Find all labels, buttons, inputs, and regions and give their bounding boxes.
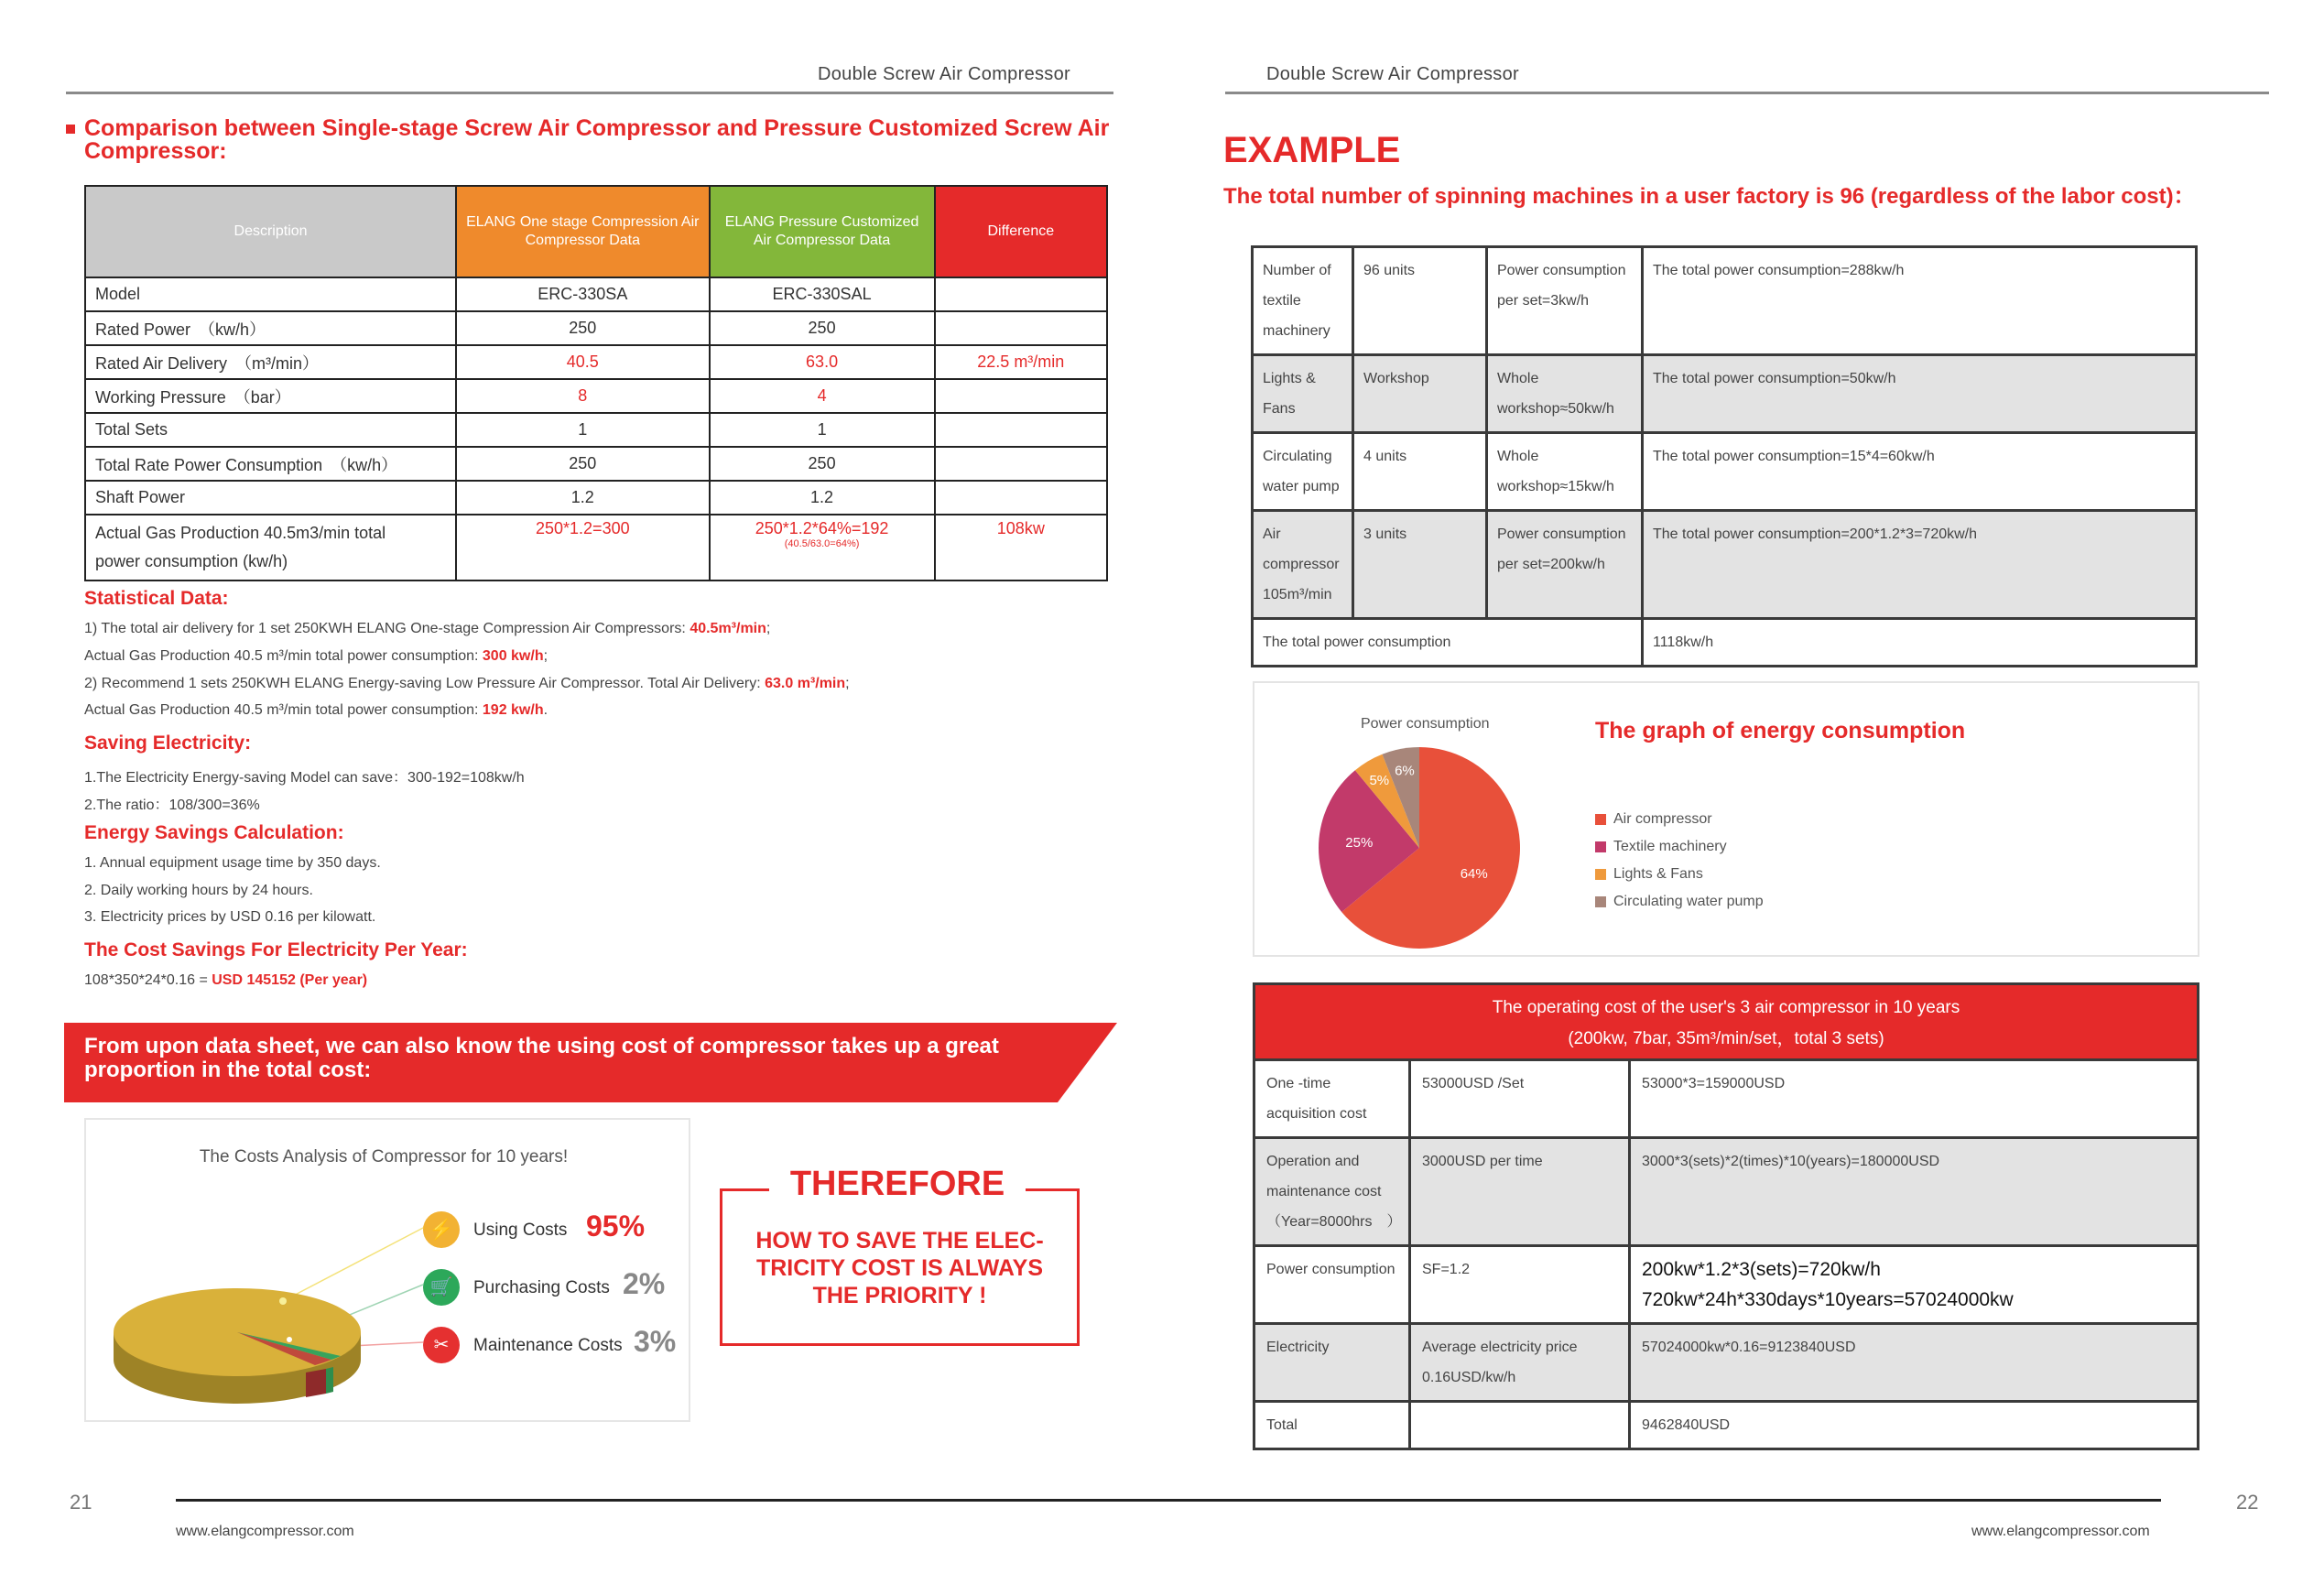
- row-one-stage: 40.5: [456, 345, 709, 379]
- col-one-stage: ELANG One stage Compression Air Compressor Data: [456, 186, 709, 277]
- pie-label: 5%: [1369, 773, 1390, 789]
- op-table-title: [1253, 982, 2199, 1061]
- op-cell: 3000*3(sets)*2(times)*10(years)=180000USD: [1630, 1138, 2199, 1246]
- example-cell: Power consumption per set=3kw/h: [1487, 247, 1643, 355]
- row-one-stage: 8: [456, 379, 709, 413]
- therefore-body: HOW TO SAVE THE ELEC-TRICITY COST IS ALWAYS THE PRIORITY !: [755, 1228, 1044, 1308]
- banner-text: From upon data sheet, we can also know the using cost of compressor takes up a great proportion in the total cost:: [84, 1034, 999, 1082]
- col-description: Description: [85, 186, 456, 277]
- row-desc: Shaft Power: [85, 481, 456, 515]
- legend-swatch: [1595, 869, 1606, 880]
- using-costs-label: Using Costs: [473, 1221, 568, 1240]
- row-pressure: 63.0: [710, 345, 935, 379]
- pie-title: Power consumption: [1361, 716, 1490, 732]
- table-row: [85, 447, 1107, 481]
- example-cell: Whole workshop≈15kw/h: [1487, 433, 1643, 511]
- legend-item: [1595, 833, 1764, 861]
- left-header: Double Screw Air Compressor: [818, 64, 1070, 84]
- row-pressure: 1: [710, 413, 935, 447]
- row-pressure: 4: [710, 379, 935, 413]
- pie-label: 64%: [1460, 866, 1488, 883]
- op-cell: Operation and maintenance cost （Year=8000hrs ）: [1254, 1138, 1410, 1246]
- example-cell: Lights & Fans: [1253, 355, 1353, 433]
- therefore-title: THEREFORE: [769, 1165, 1026, 1204]
- saving-line-2: 2.The ratio：108/300=36%: [84, 798, 260, 813]
- row-one-stage: 250*1.2=300: [456, 515, 709, 580]
- example-subtitle: The total number of spinning machines in a user factory is 96 (regardless of the labor cost)：: [1223, 184, 2196, 209]
- col-pressure-customized: ELANG Pressure Customized Air Compressor Data: [710, 186, 935, 277]
- example-cell: Circulating water pump: [1253, 433, 1353, 511]
- row-difference: [935, 311, 1107, 345]
- example-cell: The total power consumption=288kw/h: [1643, 247, 2197, 355]
- table-row: [1253, 355, 2197, 433]
- energy-chart-legend: [1595, 806, 1764, 916]
- row-desc: Working Pressure （bar）: [85, 379, 456, 413]
- op-row-power: [1254, 1246, 2199, 1324]
- example-cell: 96 units: [1353, 247, 1487, 355]
- op-cell: Average electricity price 0.16USD/kw/h: [1410, 1324, 1630, 1402]
- op-title-line-1: The operating cost of the user's 3 air compressor in 10 years: [1492, 998, 1960, 1017]
- op-cell: 57024000kw*0.16=9123840USD: [1630, 1324, 2199, 1402]
- table-row: [1253, 433, 2197, 511]
- row-desc: Total Rate Power Consumption （kw/h）: [85, 447, 456, 481]
- op-cell: SF=1.2: [1410, 1246, 1630, 1324]
- example-total-value: 1118kw/h: [1643, 619, 2197, 667]
- cost-savings-formula: 108*350*24*0.16 = USD 145152 (Per year): [84, 972, 368, 988]
- example-cell: The total power consumption=50kw/h: [1643, 355, 2197, 433]
- statistical-title: Statistical Data:: [84, 588, 229, 609]
- op-row-electricity: [1254, 1324, 2199, 1402]
- row-one-stage: 1.2: [456, 481, 709, 515]
- statistical-line-3: 2) Recommend 1 sets 250KWH ELANG Energy-saving Low Pressure Air Compressor. Total Air Delivery: 63.0 m³/min;: [84, 676, 850, 691]
- right-page-number: 22: [2236, 1491, 2259, 1514]
- saving-line-1: 1.The Electricity Energy-saving Model can save：300-192=108kw/h: [84, 770, 525, 786]
- row-pressure: 250*1.2*64%=192 (40.5/63.0=64%): [710, 515, 935, 580]
- legend-swatch: [1595, 896, 1606, 907]
- comparison-table: [84, 185, 1108, 581]
- energy-calc-line-2: 2. Daily working hours by 24 hours.: [84, 883, 313, 898]
- pie-label: 6%: [1395, 763, 1415, 779]
- table-row: [85, 379, 1107, 413]
- cart-icon: 🛒: [423, 1269, 460, 1306]
- row-desc: Model: [85, 277, 456, 311]
- op-row-total: [1254, 1402, 2199, 1449]
- purchasing-costs-pct: 2%: [623, 1267, 666, 1300]
- example-cell: Workshop: [1353, 355, 1487, 433]
- row-difference: [935, 447, 1107, 481]
- energy-chart-box: [1253, 681, 2199, 957]
- costs-analysis-box: [84, 1118, 690, 1422]
- footer-rule: [176, 1499, 2161, 1502]
- op-cell: Power consumption: [1254, 1246, 1410, 1324]
- row-difference: [935, 413, 1107, 447]
- maintenance-costs-pct: 3%: [634, 1325, 677, 1358]
- legend-label: Circulating water pump: [1613, 894, 1764, 909]
- op-cell: Total: [1254, 1402, 1410, 1449]
- example-cell: The total power consumption=200*1.2*3=720kw/h: [1643, 511, 2197, 619]
- energy-chart-heading: The graph of energy consumption: [1595, 718, 1966, 743]
- example-total-label: The total power consumption: [1253, 619, 1643, 667]
- costs-chart-title: The Costs Analysis of Compressor for 10 years!: [199, 1147, 569, 1166]
- row-one-stage: 250: [456, 447, 709, 481]
- statistical-line-2: Actual Gas Production 40.5 m³/min total power consumption: 300 kw/h;: [84, 648, 548, 664]
- legend-item: [1595, 888, 1764, 916]
- legend-item: [1595, 806, 1764, 833]
- right-website[interactable]: www.elangcompressor.com: [1971, 1524, 2150, 1539]
- row-difference: [935, 481, 1107, 515]
- row-one-stage: ERC-330SA: [456, 277, 709, 311]
- wrench-icon: ✂: [423, 1327, 460, 1363]
- energy-calc-line-3: 3. Electricity prices by USD 0.16 per kilowatt.: [84, 909, 376, 925]
- row-difference: 22.5 m³/min: [935, 345, 1107, 379]
- energy-calc-title: Energy Savings Calculation:: [84, 822, 344, 843]
- row-pressure: 1.2: [710, 481, 935, 515]
- example-title: EXAMPLE: [1223, 130, 1401, 170]
- row-difference: [935, 277, 1107, 311]
- saving-title: Saving Electricity:: [84, 732, 252, 754]
- row-difference: [935, 379, 1107, 413]
- op-cell-power-calc: 200kw*1.2*3(sets)=720kw/h 720kw*24h*330days*10years=57024000kw: [1630, 1246, 2199, 1324]
- op-cell: 9462840USD: [1630, 1402, 2199, 1449]
- op-cell: 53000*3=159000USD: [1630, 1060, 2199, 1138]
- row-pressure: 250: [710, 447, 935, 481]
- legend-label: Textile machinery: [1613, 839, 1727, 854]
- row-desc: Total Sets: [85, 413, 456, 447]
- table-row: [1253, 511, 2197, 619]
- op-cell: Electricity: [1254, 1324, 1410, 1402]
- statistical-line-1: 1) The total air delivery for 1 set 250KWH ELANG One-stage Compression Air Compressors: 40.5m³/min;: [84, 621, 771, 636]
- energy-calc-line-1: 1. Annual equipment usage time by 350 days.: [84, 855, 381, 871]
- op-cell: One -time acquisition cost: [1254, 1060, 1410, 1138]
- example-table: [1251, 245, 2198, 667]
- example-cell: Power consumption per set=200kw/h: [1487, 511, 1643, 619]
- row-desc: Rated Air Delivery （m³/min）: [85, 345, 456, 379]
- col-difference: Difference: [935, 186, 1107, 277]
- example-cell: 3 units: [1353, 511, 1487, 619]
- example-cell: Air compressor 105m³/min: [1253, 511, 1353, 619]
- left-website[interactable]: www.elangcompressor.com: [176, 1524, 354, 1539]
- example-cell: The total power consumption=15*4=60kw/h: [1643, 433, 2197, 511]
- energy-pie-chart: [1309, 738, 1529, 958]
- table-row: [85, 345, 1107, 379]
- legend-swatch: [1595, 814, 1606, 825]
- row-desc: Rated Power （kw/h）: [85, 311, 456, 345]
- table-row: [85, 515, 1107, 580]
- legend-label: Air compressor: [1613, 811, 1712, 827]
- table-row: [85, 277, 1107, 311]
- example-cell: Whole workshop≈50kw/h: [1487, 355, 1643, 433]
- row-pressure: ERC-330SAL: [710, 277, 935, 311]
- op-title-line-2: (200kw, 7bar, 35m³/min/set，total 3 sets): [1568, 1029, 1884, 1048]
- costs-3d-pie: [86, 1120, 690, 1422]
- op-cell: [1410, 1402, 1630, 1449]
- row-difference: 108kw: [935, 515, 1107, 580]
- example-cell: Number of textile machinery: [1253, 247, 1353, 355]
- left-page-number: 21: [70, 1491, 92, 1514]
- table-row: [1253, 247, 2197, 355]
- table-row: [85, 481, 1107, 515]
- table-row: [85, 413, 1107, 447]
- legend-label: Lights & Fans: [1613, 866, 1703, 882]
- table-row: [1254, 1138, 2199, 1246]
- section-title: Comparison between Single-stage Screw Air Compressor and Pressure Customized Screw Air Compressor:: [84, 115, 1110, 164]
- maintenance-costs-label: Maintenance Costs: [473, 1336, 623, 1355]
- example-cell: 4 units: [1353, 433, 1487, 511]
- op-cell: 53000USD /Set: [1410, 1060, 1630, 1138]
- op-cell: 3000USD per time: [1410, 1138, 1630, 1246]
- using-costs-pct: 95%: [586, 1210, 646, 1242]
- statistical-line-4: Actual Gas Production 40.5 m³/min total power consumption: 192 kw/h.: [84, 702, 548, 718]
- right-header: Double Screw Air Compressor: [1266, 64, 1519, 84]
- purchasing-costs-label: Purchasing Costs: [473, 1278, 610, 1297]
- row-one-stage: 250: [456, 311, 709, 345]
- table-row-total: [1253, 619, 2197, 667]
- operating-cost-table: [1253, 1058, 2199, 1450]
- left-header-rule: [66, 92, 1113, 94]
- table-row: [1254, 1060, 2199, 1138]
- row-desc: Actual Gas Production 40.5m3/min total power consumption (kw/h): [85, 515, 456, 580]
- row-pressure: 250: [710, 311, 935, 345]
- pie-label: 25%: [1345, 834, 1374, 851]
- right-header-rule: [1225, 92, 2269, 94]
- bullet-square-icon: [66, 125, 75, 134]
- lightning-icon: ⚡: [423, 1211, 460, 1248]
- cost-savings-title: The Cost Savings For Electricity Per Year:: [84, 939, 468, 960]
- legend-swatch: [1595, 841, 1606, 852]
- row-one-stage: 1: [456, 413, 709, 447]
- table-row: [85, 311, 1107, 345]
- legend-item: [1595, 861, 1764, 888]
